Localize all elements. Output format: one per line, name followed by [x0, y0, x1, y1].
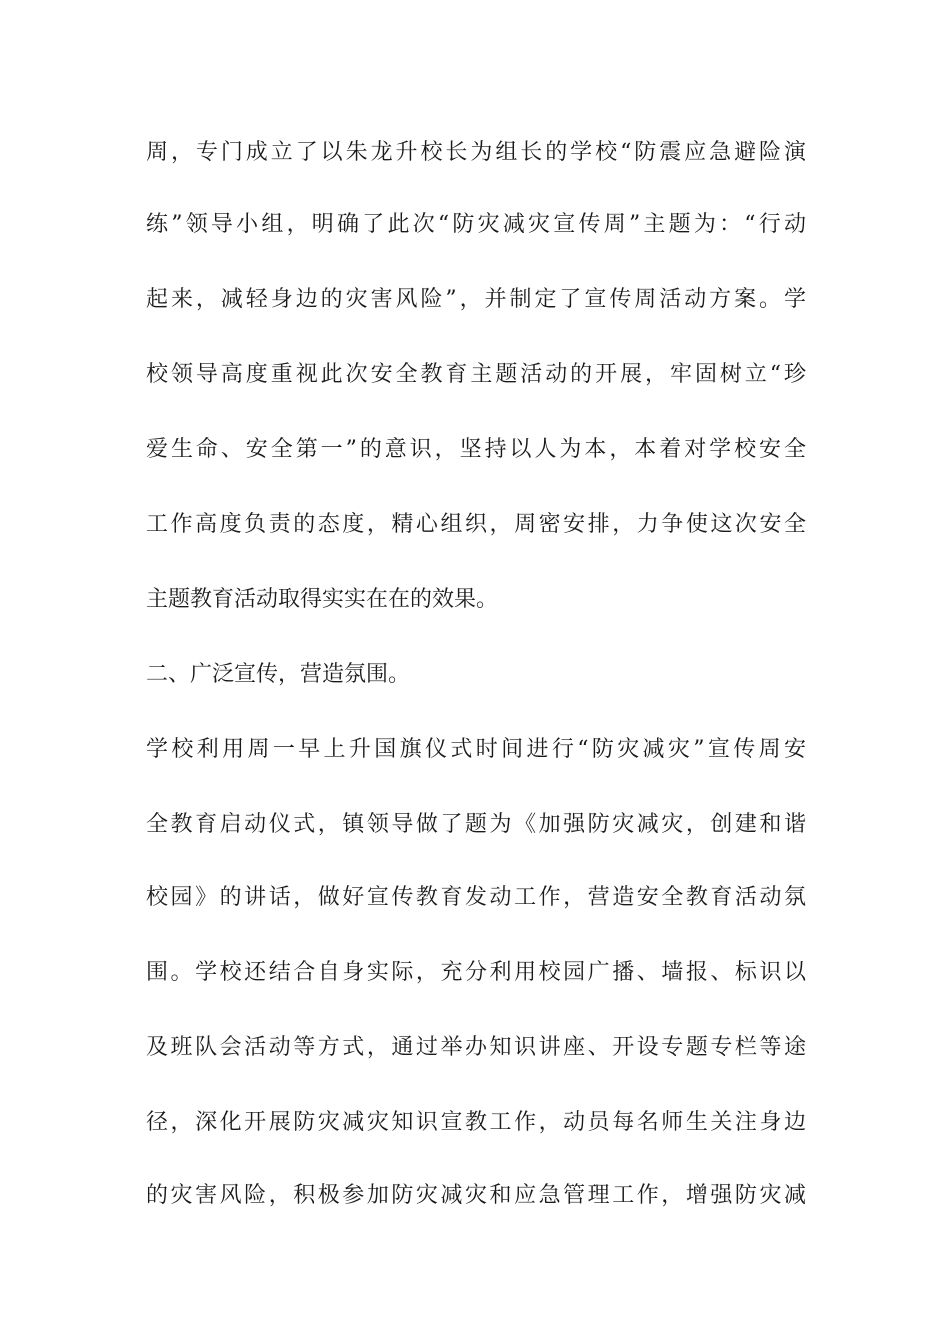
paragraph-line: 校园》的讲话，做好宣传教育发动工作，营造安全教育活动氛 [146, 885, 806, 910]
paragraph-line: 工作高度负责的态度，精心组织，周密安排，力争使这次安全 [146, 512, 806, 537]
paragraph-line: 学校利用周一早上升国旗仪式时间进行“防灾减灾”宣传周安 [146, 737, 806, 762]
paragraph-line: 爱生命、安全第一”的意识，坚持以人为本，本着对学校安全 [146, 437, 806, 462]
paragraph-line: 练”领导小组，明确了此次“防灾减灾宣传周”主题为：“行动 [146, 212, 806, 237]
section-heading: 二、广泛宣传，营造氛围。 [146, 662, 411, 687]
paragraph-line: 校领导高度重视此次安全教育主题活动的开展，牢固树立“珍 [146, 362, 806, 387]
paragraph-line: 的灾害风险，积极参加防灾减灾和应急管理工作，增强防灾减 [146, 1183, 806, 1208]
paragraph-line: 及班队会活动等方式，通过举办知识讲座、开设专题专栏等途 [146, 1035, 806, 1060]
paragraph-line-last: 主题教育活动取得实实在在的效果。 [146, 587, 499, 612]
paragraph-line: 周，专门成立了以朱龙升校长为组长的学校“防震应急避险演 [146, 140, 806, 165]
paragraph-line: 围。学校还结合自身实际，充分利用校园广播、墙报、标识以 [146, 960, 806, 985]
paragraph-line: 径，深化开展防灾减灾知识宣教工作，动员每名师生关注身边 [146, 1110, 806, 1135]
paragraph-line: 全教育启动仪式，镇领导做了题为《加强防灾减灾，创建和谐 [146, 812, 806, 837]
paragraph-line: 起来，减轻身边的灾害风险”，并制定了宣传周活动方案。学 [146, 287, 806, 312]
